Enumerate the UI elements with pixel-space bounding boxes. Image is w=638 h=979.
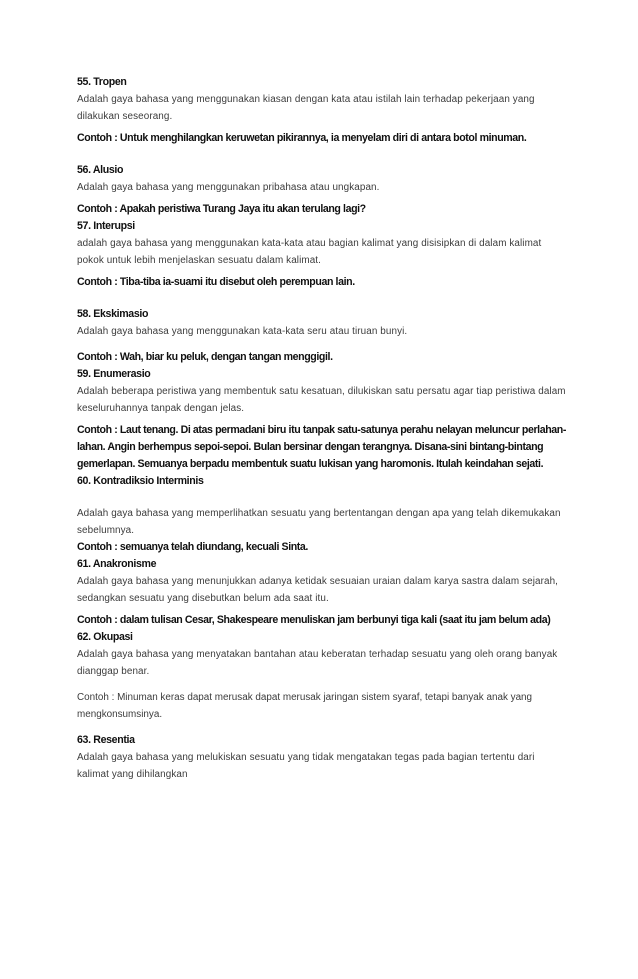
section-title: 57. Interupsi (77, 220, 135, 232)
section-example: Contoh : Tiba-tiba ia-suami itu disebut oleh perempuan lain. (77, 276, 355, 288)
section-example: Contoh : semuanya telah diundang, kecuali Sinta. (77, 541, 308, 553)
section-title: 62. Okupasi (77, 631, 133, 643)
section-example: Contoh : Laut tenang. Di atas permadani biru itu tanpak satu-satunya perahu nelayan meluncur perlahan-lahan. Angin berhempus sepoi-sepoi. Bulan bersinar dengan terangnya. Disana-sini bintang-bintang gemerlapan. Semuanya berpadu membentuk suatu lukisan yang haromonis. Itulah keindahan sejati. (77, 424, 566, 470)
section-title: 59. Enumerasio (77, 368, 151, 380)
section-description: Adalah gaya bahasa yang memperlihatkan sesuatu yang bertentangan dengan apa yang telah dikemukakan sebelumnya. (77, 508, 561, 536)
section-example: Contoh : Wah, biar ku peluk, dengan tangan menggigil. (77, 351, 333, 363)
section-title: 61. Anakronisme (77, 558, 157, 570)
section-example: Contoh : Apakah peristiwa Turang Jaya itu akan terulang lagi? (77, 203, 366, 215)
section-description: Adalah gaya bahasa yang melukiskan sesuatu yang tidak mengatakan tegas pada bagian tertentu dari kalimat yang dihilangkan (77, 752, 535, 780)
section-title: 56. Alusio (77, 164, 124, 176)
section-title: 55. Tropen (77, 76, 127, 88)
section-example: Contoh : dalam tulisan Cesar, Shakespeare menuliskan jam berbunyi tiga kali (saat itu jam belum ada) (77, 614, 551, 626)
section-title: 63. Resentia (77, 734, 135, 746)
section-description: Adalah gaya bahasa yang menggunakan pribahasa atau ungkapan. (77, 182, 380, 193)
section-title: 58. Ekskimasio (77, 308, 149, 320)
section-description: Adalah gaya bahasa yang menggunakan kata-kata seru atau tiruan bunyi. (77, 326, 408, 337)
section-example: Contoh : Minuman keras dapat merusak dapat merusak jaringan sistem syaraf, tetapi banyak anak yang mengkonsumsinya. (77, 692, 533, 720)
section-title: 60. Kontradiksio Interminis (77, 475, 204, 487)
section-description: adalah gaya bahasa yang menggunakan kata-kata atau bagian kalimat yang disisipkan di dalam kalimat pokok untuk lebih menjelaskan sesuatu dalam kalimat. (77, 238, 542, 266)
document-body (77, 74, 567, 783)
section-description: Adalah gaya bahasa yang menunjukkan adanya ketidak sesuaian uraian dalam karya sastra dalam sejarah, sedangkan sesuatu yang disebutkan belum ada saat itu. (77, 576, 559, 604)
section-description: Adalah gaya bahasa yang menggunakan kiasan dengan kata atau istilah lain terhadap pekerjaan yang dilakukan seseorang. (77, 94, 535, 122)
section-example: Contoh : Untuk menghilangkan keruwetan pikirannya, ia menyelam diri di antara botol minuman. (77, 132, 527, 144)
section-description: Adalah gaya bahasa yang menyatakan bantahan atau keberatan terhadap sesuatu yang oleh orang banyak dianggap benar. (77, 649, 558, 677)
section-description: Adalah beberapa peristiwa yang membentuk satu kesatuan, dilukiskan satu persatu agar tiap peristiwa dalam keseluruhannya tanpak dengan jelas. (77, 386, 566, 414)
